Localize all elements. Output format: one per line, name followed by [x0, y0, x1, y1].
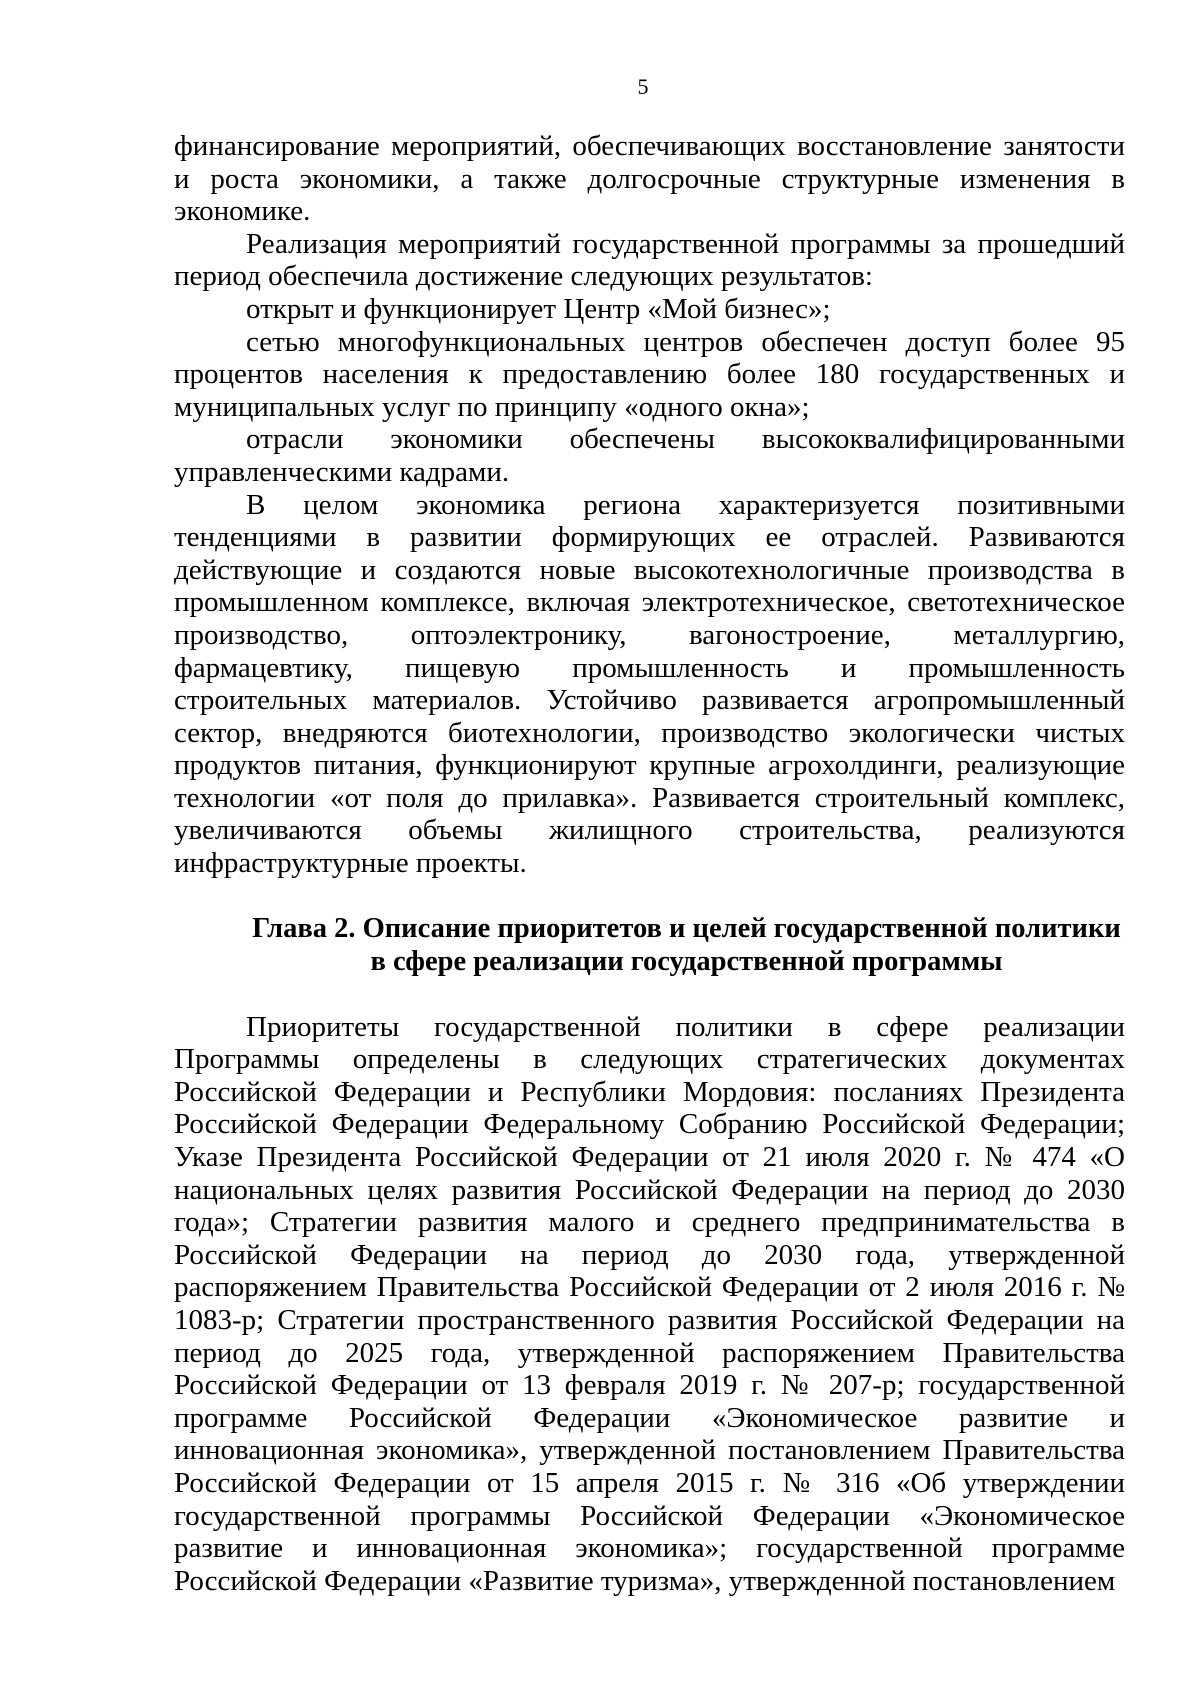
- paragraph-result-item: открыт и функционирует Центр «Мой бизнес»;: [246, 292, 831, 325]
- paragraph-continuation: финансирование мероприятий, обеспечивающих восстановление занятости и роста экономики, а также долгосрочные структурные изменения в экономике.: [174, 130, 1125, 228]
- paragraph-priorities: Приоритеты государственной политики в сфере реализации Программы определены в следующих стратегических документах Российской Федерации и Республики Мордовия: посланиях Президента Российской Федерации Федеральному Собранию Российской Федерации; Указе Президента Российской Федерации от 21 июля 2020 г. № 474 «О национальных целях развития Российской Федерации на период до 2030 года»; Стратегии развития малого и среднего предпринимательства в Российской Федерации на период до 2030 года, утвержденной распоряжением Правительства Российской Федерации от 2 июля 2016 г. № 1083-р; Стратегии пространственного развития Российской Федерации на период до 2025 года, утвержденной распоряжением Правительства Российской Федерации от 13 февраля 2019 г. № 207-р; государственной программе Российской Федерации «Экономическое развитие и инновационная экономика», утвержденной постановлением Правительства Российской Федерации от 15 апреля 2015 г. № 316 «Об утверждении государственной программы Российской Федерации «Экономическое развитие и инновационная экономика»; государственной программе Российской Федерации «Развитие туризма», утвержденной постановлением: [174, 1010, 1125, 1597]
- paragraph-economy-overview: В целом экономика региона характеризуется позитивными тенденциями в развитии формирующих ее отраслей. Развиваются действующие и создаются новые высокотехнологичные производства в промышленном комплексе, включая электротехническое, светотехническое производство, оптоэлектронику, вагоностроение, металлургию, фармацевтику, пищевую промышленность и промышленность строительных материалов. Устойчиво развивается агропромышленный сектор, внедряются биотехнологии, производство экологически чистых продуктов питания, функционируют крупные агрохолдинги, реализующие технологии «от поля до прилавка». Развивается строительный комплекс, увеличиваются объемы жилищного строительства, реализуются инфраструктурные проекты.: [174, 488, 1125, 880]
- chapter-heading: [174, 912, 1125, 978]
- chapter-heading-line: Глава 2. Описание приоритетов и целей государственной политики: [252, 912, 1121, 944]
- paragraph-results-intro: Реализация мероприятий государственной программы за прошедший период обеспечила достижение следующих результатов:: [174, 227, 1125, 293]
- page-number: 5: [637, 74, 649, 99]
- chapter-heading-line: в сфере реализации государственной программы: [370, 945, 1003, 977]
- paragraph-result-item: сетью многофункциональных центров обеспечен доступ более 95 процентов населения к предоставлению более 180 государственных и муниципальных услуг по принципу «одного окна»;: [174, 325, 1125, 423]
- document-body: [174, 130, 1125, 1597]
- paragraph-result-item: отрасли экономики обеспечены высококвалифицированными управленческими кадрами.: [174, 423, 1125, 488]
